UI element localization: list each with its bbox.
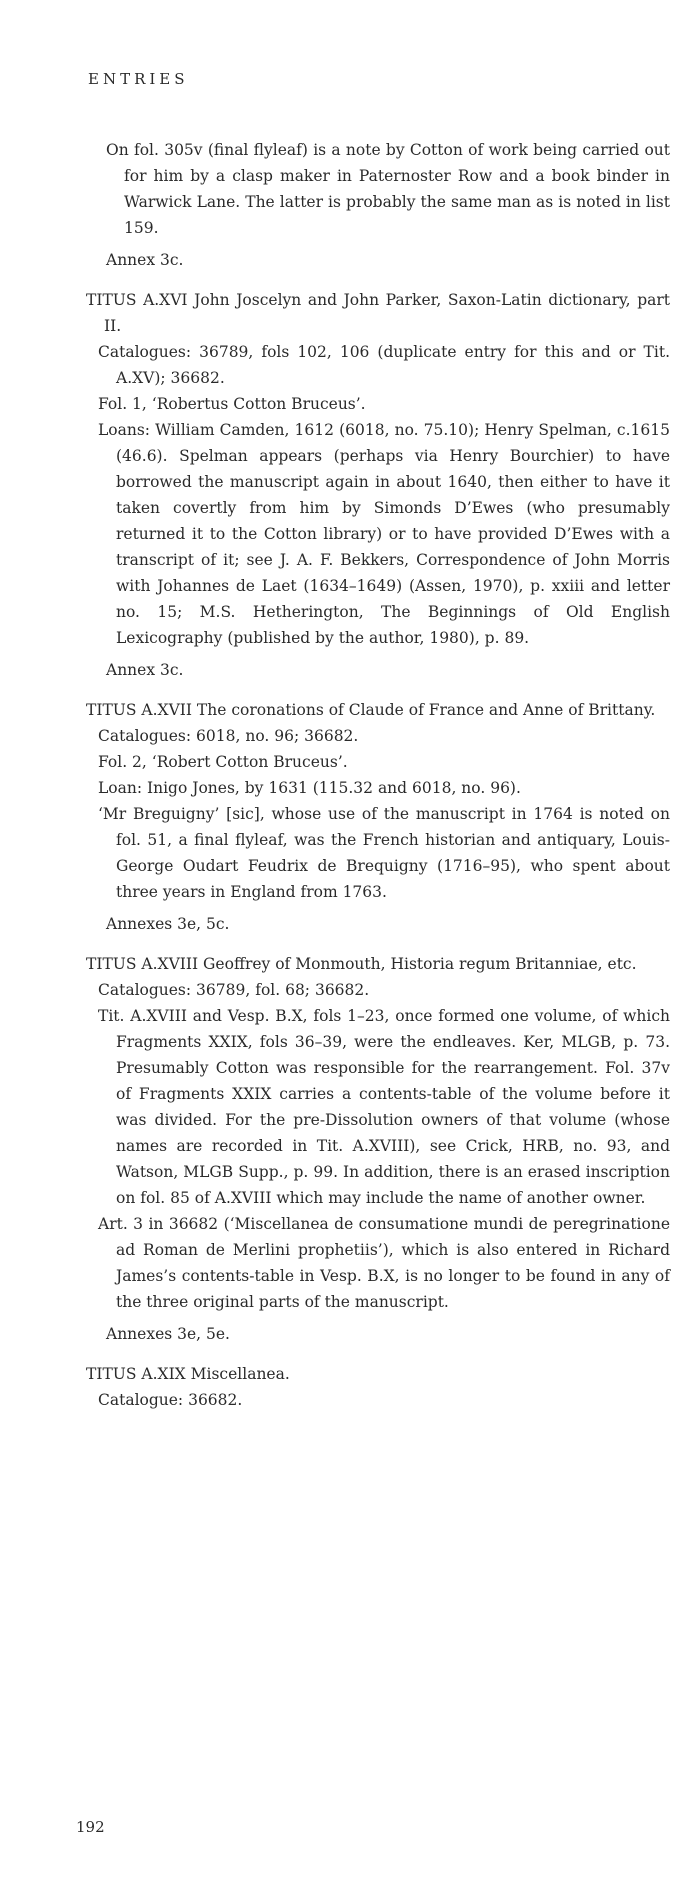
entry-title: TITUS A.XVIII Geoffrey of Monmouth, Historia regum Britanniae, etc. xyxy=(86,955,637,973)
entry-paragraph: Tit. A.XVIII and Vesp. B.X, fols 1–23, once formed one volume, of which Fragments XXIX, fols 36–39, were the endleaves. Ker, MLGB, p. 73. Presumably Cotton was responsible for the rearrangement. Fol. 37v of Fragments XXIX carries a contents-table of the volume before it was divided. For the pre-Dissolution owners of that volume (whose names are recorded in Tit. A.XVIII), see Crick, HRB, no. 93, and Watson, MLGB Supp., p. 99. In addition, there is an erased inscription on fol. 85 of A.XVIII which may include the name of another owner. xyxy=(98,1007,670,1207)
entry-title: TITUS A.XIX Miscellanea. xyxy=(86,1365,290,1383)
entry-title: TITUS A.XVII The coronations of Claude of France and Anne of Brittany. xyxy=(86,701,656,719)
running-head: ENTRIES xyxy=(88,70,189,88)
page-number: 192 xyxy=(76,1818,105,1836)
annex-note: Annex 3c. xyxy=(106,661,184,679)
entry-title: TITUS A.XVI John Joscelyn and John Parker, Saxon-Latin dictionary, part II. xyxy=(86,291,670,335)
annex-note: Annexes 3e, 5e. xyxy=(106,1325,230,1343)
entry-paragraph: Fol. 1, ‘Robertus Cotton Bruceus’. xyxy=(98,395,366,413)
entry-paragraph: Fol. 2, ‘Robert Cotton Bruceus’. xyxy=(98,753,348,771)
entry-paragraph: Catalogues: 6018, no. 96; 36682. xyxy=(98,727,359,745)
entry-paragraph: Catalogues: 36789, fols 102, 106 (duplicate entry for this and or Tit. A.XV); 36682. xyxy=(98,343,670,387)
entry-paragraph: Catalogue: 36682. xyxy=(98,1391,243,1409)
entry-paragraph: Loans: William Camden, 1612 (6018, no. 75.10); Henry Spelman, c.1615 (46.6). Spelman appears (perhaps via Henry Bourchier) to have borrowed the manuscript again in about 1640, then either to have it taken covertly from him by Simonds D’Ewes (who presumably returned it to the Cotton library) or to have provided D’Ewes with a transcript of it; see J. A. F. Bekkers, Correspondence of John Morris with Johannes de Laet (1634–1649) (Assen, 1970), p. xxiii and letter no. 15; M.S. Hetherington, The Beginnings of Old English Lexicography (published by the author, 1980), p. 89. xyxy=(98,421,670,647)
entry-paragraph: Art. 3 in 36682 (‘Miscellanea de consumatione mundi de peregrinatione ad Roman de Merlini prophetiis’), which is also entered in Richard James’s contents-table in Vesp. B.X, is no longer to be found in any of the three original parts of the manuscript. xyxy=(98,1215,670,1311)
entry-paragraph: ‘Mr Breguigny’ [sic], whose use of the manuscript in 1764 is noted on fol. 51, a final flyleaf, was the French historian and antiquary, Louis-George Oudart Feudrix de Brequigny (1716–95), who spent about three years in England from 1763. xyxy=(98,805,670,901)
entries-content xyxy=(80,137,670,1413)
entry-paragraph: Catalogues: 36789, fol. 68; 36682. xyxy=(98,981,370,999)
entry-paragraph: Loan: Inigo Jones, by 1631 (115.32 and 6018, no. 96). xyxy=(98,779,521,797)
annex-note: Annexes 3e, 5c. xyxy=(106,915,230,933)
annex-note: Annex 3c. xyxy=(106,251,184,269)
entry-paragraph: On fol. 305v (final flyleaf) is a note by Cotton of work being carried out for him by a clasp maker in Paternoster Row and a book binder in Warwick Lane. The latter is probably the same man as is noted in list 159. xyxy=(106,141,670,237)
